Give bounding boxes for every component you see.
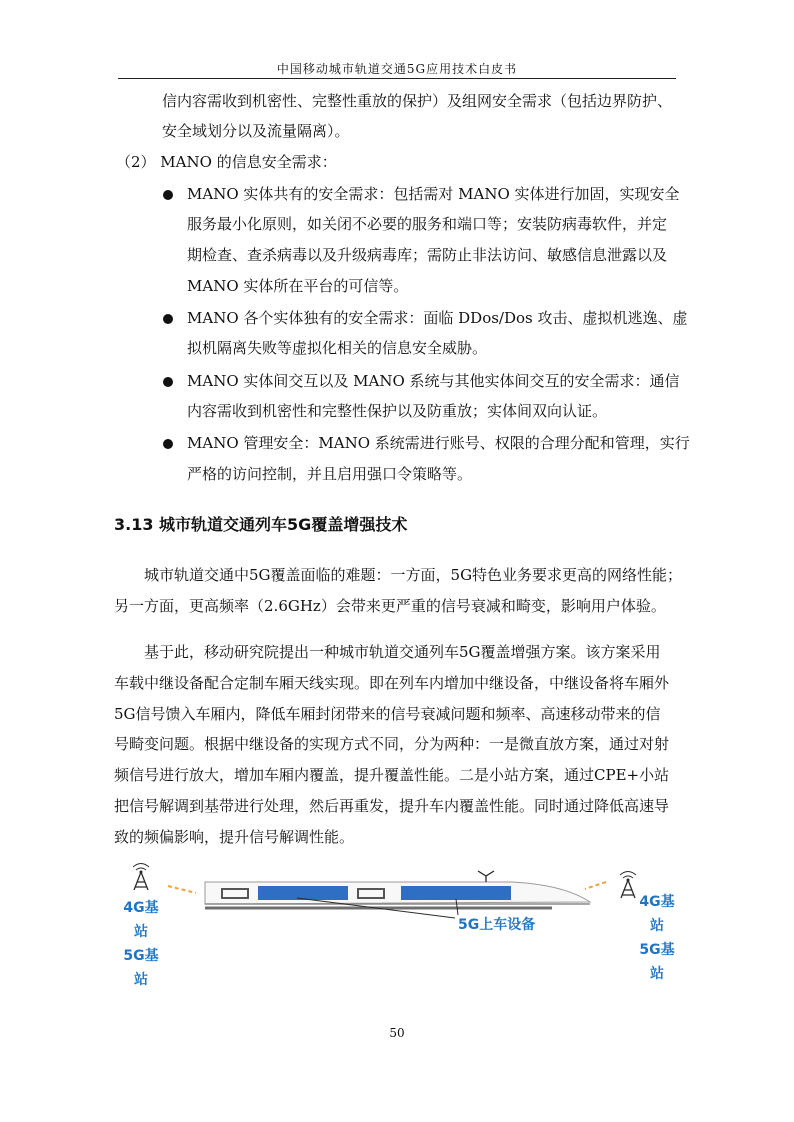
paragraph-line: 基于此，移动研究院提出一种城市轨道交通列车5G覆盖增强方案。该方案采用 [144, 643, 661, 661]
signal-arrow-left [168, 886, 196, 893]
running-header: 中国移动城市轨道交通5G应用技术白皮书 [276, 62, 518, 76]
bullet-line: MANO 实体间交互以及 MANO 系统与其他实体间交互的安全需求：通信 [187, 372, 680, 390]
paragraph-line: 车载中继设备配合定制车厢天线实现。即在列车内增加中继设备，中继设备将车厢外 [114, 674, 670, 692]
device-label: 5G上车设备 [458, 917, 536, 933]
paragraph-line: 号畸变问题。根据中继设备的实现方式不同，分为两种：一是微直放方案，通过对射 [114, 735, 670, 753]
right-base-station-icon [620, 872, 636, 899]
right-station-label: 4G基 站 5G基 站 [639, 894, 675, 982]
bullet-line: 拟机隔离失败等虚拟化相关的信息安全威胁。 [187, 339, 488, 357]
text-line: 信内容需收到机密性、完整性重放的保护）及组网安全需求（包括边界防护、 [162, 92, 673, 110]
text-line: 安全域划分以及流量隔离）。 [162, 122, 350, 140]
paragraph-line: 另一方面，更高频率（2.6GHz）会带来更严重的信号衰减和畸变，影响用户体验。 [114, 597, 666, 615]
bullet-line: MANO 实体共有的安全需求：包括需对 MANO 实体进行加固，实现安全 [187, 185, 680, 203]
paragraph-line: 5G信号馈入车厢内，降低车厢封闭带来的信号衰减问题和频率、高速移动带来的信 [114, 705, 661, 723]
signal-arrow-right [585, 882, 606, 889]
device-block-left [258, 886, 348, 900]
paragraph-line: 城市轨道交通中5G覆盖面临的难题：一方面，5G特色业务要求更高的网络性能； [144, 566, 683, 584]
bullet-line: MANO 各个实体独有的安全需求：面临 DDos/Dos 攻击、虚拟机逃逸、虚 [187, 309, 688, 327]
bullet-line: MANO 实体所在平台的可信等。 [187, 277, 409, 295]
device-block-right [401, 886, 511, 900]
page-number: 50 [389, 1026, 405, 1040]
paragraph-line: 频信号进行放大，增加车厢内覆盖，提升覆盖性能。二是小站方案，通过CPE+小站 [114, 766, 670, 784]
bullet-line: 服务最小化原则，如关闭不必要的服务和端口等；安装防病毒软件，并定 [187, 215, 668, 233]
paragraph-line: 把信号解调到基带进行处理，然后再重发，提升车内覆盖性能。同时通过降低高速导 [114, 797, 670, 815]
bullet-line: 期检查、查杀病毒以及升级病毒库；需防止非法访问、敏感信息泄露以及 [187, 246, 668, 264]
paragraph-line: 致的频偏影响，提升信号解调性能。 [114, 828, 355, 846]
subsection-title: （2） MANO 的信息安全需求： [116, 153, 337, 171]
roof-antenna-icon [478, 871, 494, 882]
bullet-line: 严格的访问控制，并且启用强口令策略等。 [187, 465, 473, 483]
bullet-line: 内容需收到机密性和完整性保护以及防重放；实体间双向认证。 [187, 402, 608, 420]
section-heading: 3.13 城市轨道交通列车5G覆盖增强技术 [114, 515, 408, 534]
left-base-station-icon [133, 864, 149, 891]
left-station-label: 4G基 站 5G基 站 [123, 900, 159, 988]
bullet-line: MANO 管理安全：MANO 系统需进行账号、权限的合理分配和管理，实行 [187, 434, 690, 452]
